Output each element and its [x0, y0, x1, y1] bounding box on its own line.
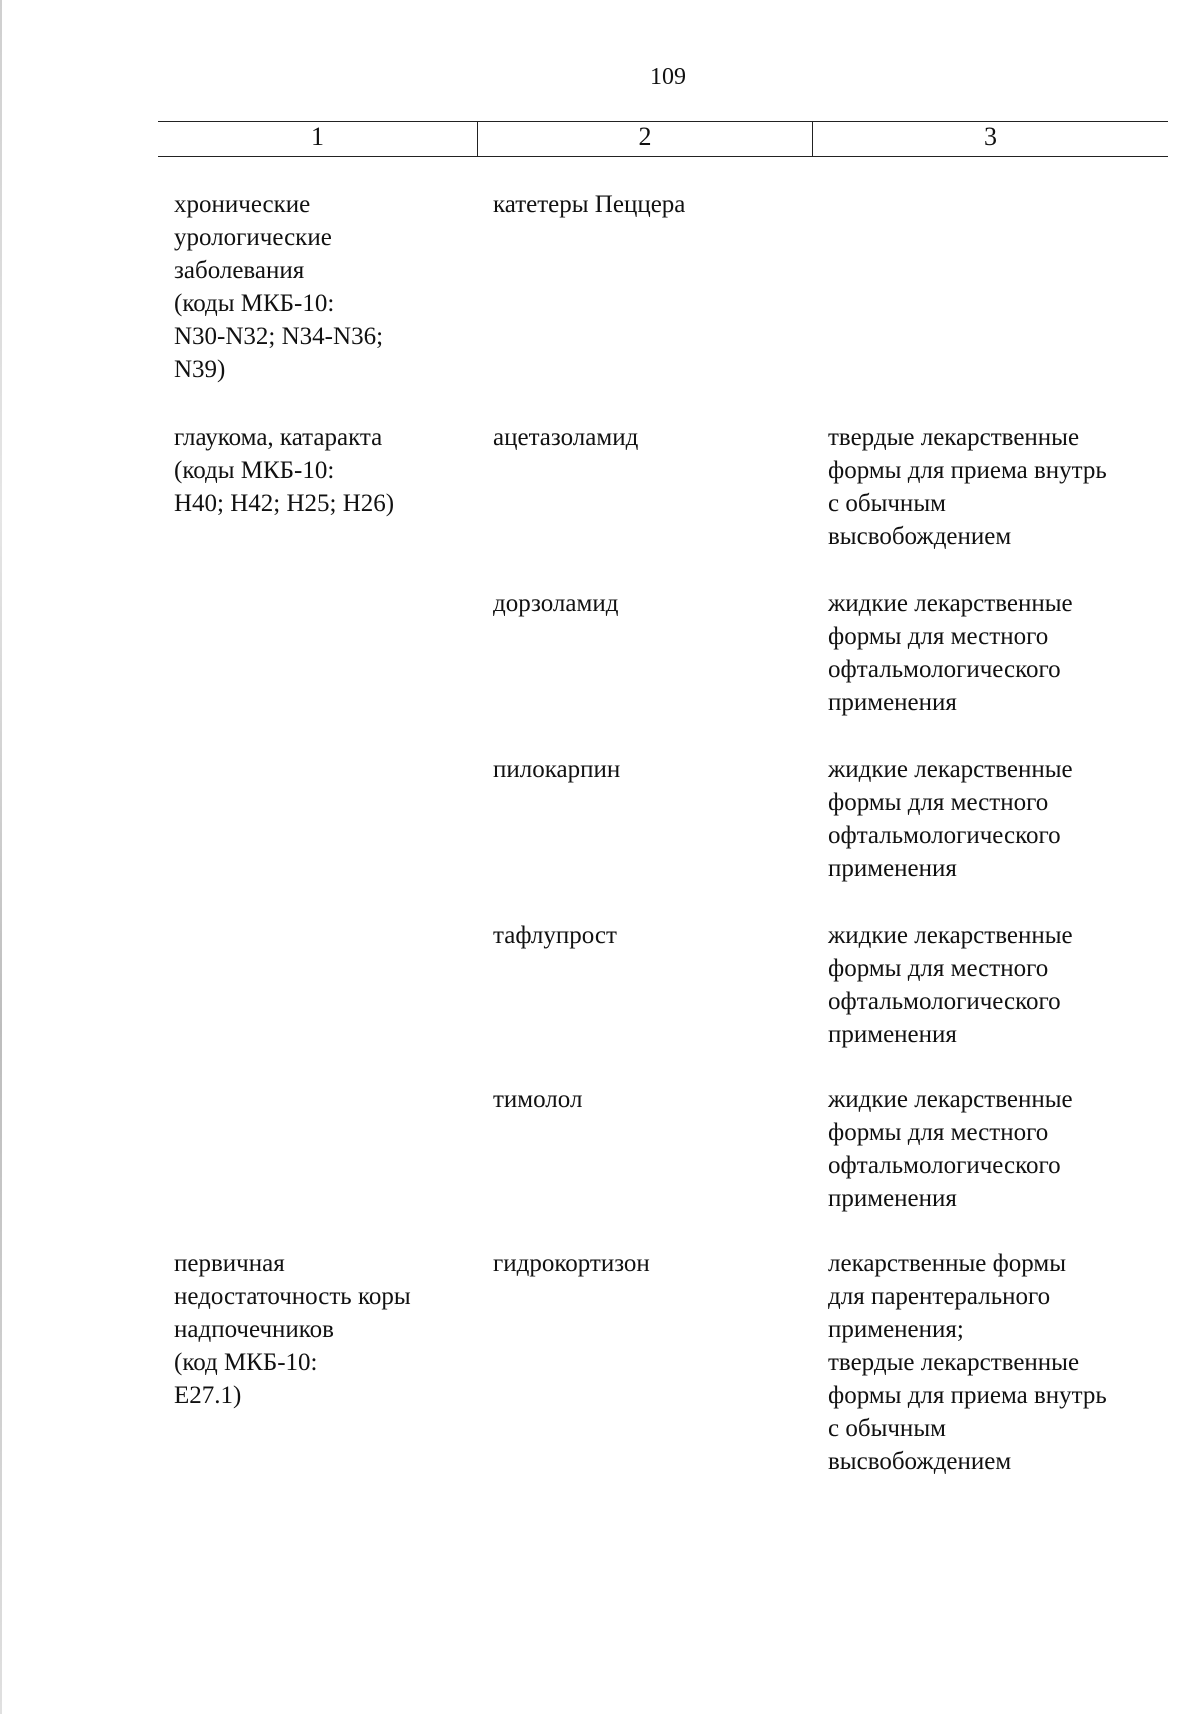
column-header-2: 2 [478, 122, 813, 156]
item-pezzer-catheters: катетеры Пеццера [493, 191, 686, 218]
drug-pilocarpine: пилокарпин [493, 756, 621, 783]
table-header [158, 121, 1168, 157]
form-timolol: жидкие лекарственные формы для местного офтальмологического применения [828, 1086, 1073, 1212]
page-number: 109 [650, 64, 686, 90]
form-hydrocortisone: лекарственные формы для парентерального применения; твердые лекарственные формы для приема внутрь с обычным высвобождением [828, 1250, 1107, 1475]
column-header-3: 3 [984, 122, 997, 151]
drug-tafluprost: тафлупрост [493, 922, 617, 949]
disease-urological: хронические урологические заболевания (коды МКБ-10: N30-N32; N34-N36; N39) [174, 191, 384, 383]
disease-adrenal-insufficiency: первичная недостаточность коры надпочечников (код МКБ-10: E27.1) [174, 1250, 411, 1409]
scan-edge [0, 0, 2, 1714]
form-pilocarpine: жидкие лекарственные формы для местного офтальмологического применения [828, 756, 1073, 882]
drug-dorzolamide: дорзоламид [493, 590, 619, 617]
form-tafluprost: жидкие лекарственные формы для местного офтальмологического применения [828, 922, 1073, 1048]
column-header-1: 1 [158, 122, 478, 156]
drug-timolol: тимолол [493, 1086, 583, 1113]
form-acetazolamide: твердые лекарственные формы для приема внутрь с обычным высвобождением [828, 424, 1107, 550]
drug-hydrocortisone: гидрокортизон [493, 1250, 650, 1277]
disease-glaucoma-cataract: глаукома, катаракта (коды МКБ-10: H40; H42; H25; H26) [174, 424, 395, 517]
form-dorzolamide: жидкие лекарственные формы для местного офтальмологического применения [828, 590, 1073, 716]
drug-acetazolamide: ацетазоламид [493, 424, 639, 451]
